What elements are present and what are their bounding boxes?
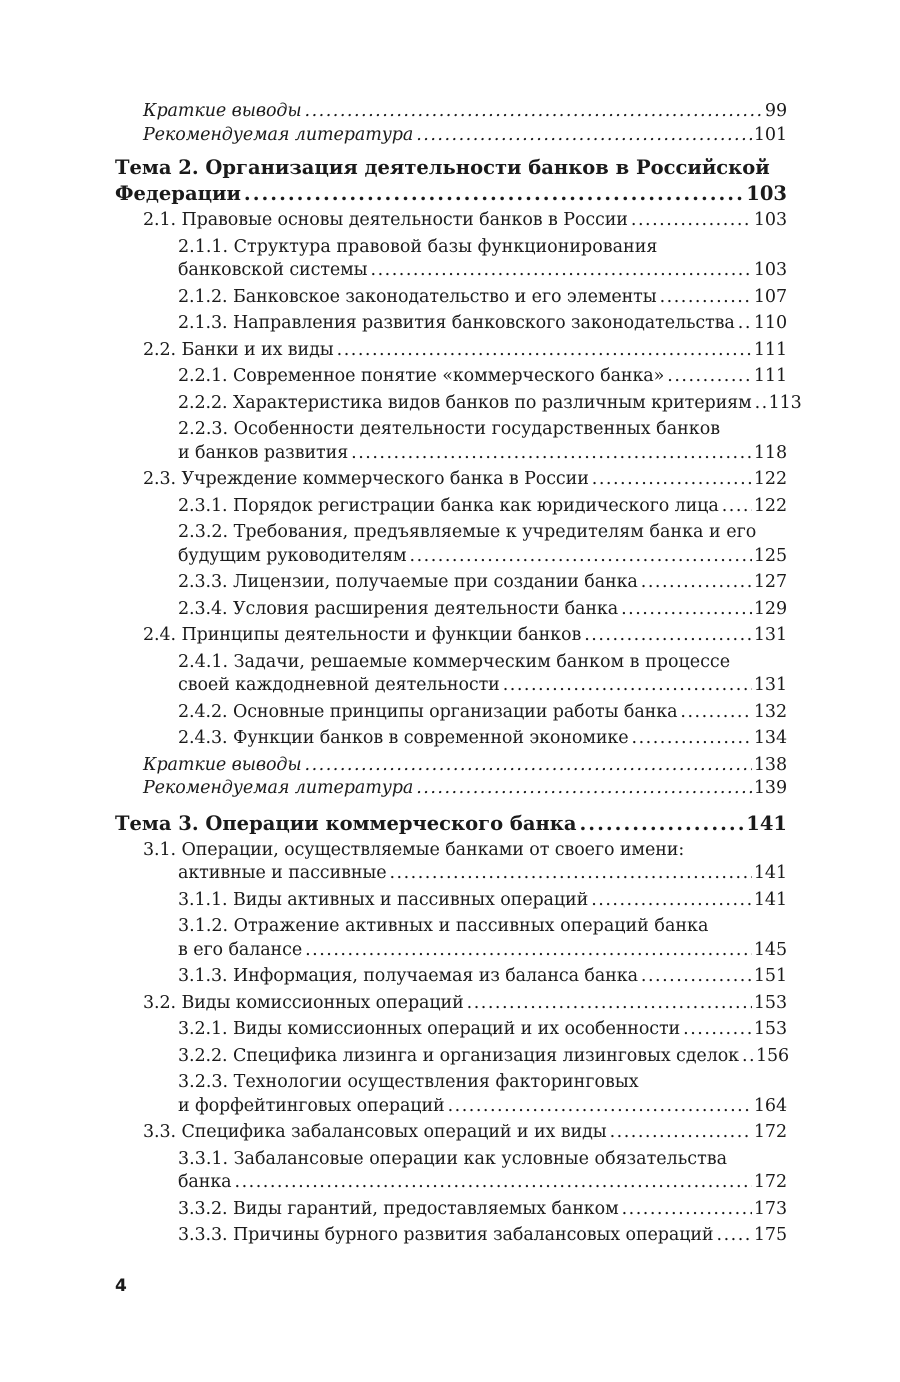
toc-entry-title: 2.2.1. Современное понятие «коммерческого банка»	[178, 366, 665, 386]
toc-page-number: 101	[753, 124, 787, 145]
toc-entry-subsection[interactable]	[115, 571, 787, 595]
toc-page-number: 103	[746, 182, 787, 205]
toc-entry-title: 3.2. Виды комиссионных операций	[143, 992, 464, 1013]
toc-entry-title: 3.3. Специфика забалансовых операций и их виды	[143, 1122, 607, 1142]
toc-entry-section[interactable]	[115, 839, 787, 886]
toc-entry-subsection[interactable]	[115, 521, 787, 568]
toc-page-number: 156	[755, 1045, 790, 1066]
toc-entry-title: 2.3. Учреждение коммерческого банка в России	[143, 469, 589, 489]
toc-entry-subsection[interactable]	[115, 889, 787, 913]
toc-entry-title: Краткие выводы	[143, 101, 302, 121]
toc-entry-subsection[interactable]	[115, 1148, 787, 1195]
toc-entry-title: 2.2.2. Характеристика видов банков по различным критериям	[178, 392, 752, 413]
toc-entry-title: банковской системы	[178, 260, 368, 280]
toc-entry-title-line1: 2.2.3. Особенности деятельности государственных банков	[178, 419, 721, 439]
dot-leader	[610, 1121, 752, 1145]
toc-entry-title: 2.1.3. Направления развития банковского законодательства	[178, 313, 735, 333]
toc-entry-title: банка	[178, 1172, 232, 1192]
dot-leader	[755, 392, 767, 416]
toc-entry-title: 3.1.3. Информация, получаемая из баланса банка	[178, 966, 638, 986]
toc-entry-subsection[interactable]	[115, 1071, 787, 1118]
toc-page-number: 145	[753, 939, 787, 960]
toc-entry-title-line1: 3.3.1. Забалансовые операции как условные обязательства	[178, 1148, 728, 1169]
toc-entry-title: Федерации	[115, 182, 241, 205]
dot-leader	[717, 1224, 752, 1248]
toc-entry-title: 3.1.1. Виды активных и пассивных операций	[178, 889, 589, 910]
toc-entry-title-line2[interactable]	[115, 1171, 787, 1195]
toc-entry-subsection[interactable]	[115, 651, 787, 698]
toc-entry-title-line1: 2.4.1. Задачи, решаемые коммерческим банком в процессе	[178, 651, 731, 672]
dot-leader	[305, 939, 752, 963]
toc-entry-summary[interactable]	[115, 777, 787, 801]
toc-page-number: 122	[753, 495, 787, 516]
toc-entry-title-line2[interactable]	[115, 674, 787, 698]
dot-leader	[722, 495, 752, 519]
dot-leader	[371, 259, 752, 283]
toc-entry-title: своей каждодневной деятельности	[178, 675, 500, 695]
dot-leader	[592, 468, 752, 492]
toc-entry-title-line1: 3.1. Операции, осуществляемые банками от своего имени:	[143, 839, 685, 860]
dot-leader	[631, 209, 752, 233]
toc-entry-subsection[interactable]	[115, 965, 787, 989]
toc-entry-topic[interactable]	[115, 811, 787, 837]
dot-leader	[683, 1018, 752, 1042]
dot-leader	[503, 674, 752, 698]
toc-page-number: 131	[753, 675, 787, 695]
toc-entry-title: и банков развития	[178, 442, 349, 463]
toc-entry-subsection[interactable]	[115, 365, 787, 389]
dot-leader	[467, 992, 752, 1016]
dot-leader	[410, 545, 752, 569]
dot-leader	[305, 100, 763, 124]
dot-leader	[389, 862, 751, 886]
toc-entry-subsection[interactable]	[115, 236, 787, 283]
toc-page-number: 107	[753, 286, 787, 307]
toc-entry-subsection[interactable]	[115, 312, 787, 336]
dot-leader	[337, 339, 752, 363]
dot-leader	[680, 701, 751, 725]
toc-entry-title-line1: 2.1.1. Структура правовой базы функционирования	[178, 236, 658, 257]
toc-entry-subsection[interactable]	[115, 392, 802, 416]
toc-page-number: 175	[753, 1225, 787, 1245]
toc-entry-title-line2[interactable]	[115, 939, 787, 963]
toc-entry-summary[interactable]	[115, 100, 787, 124]
dot-leader	[622, 1198, 752, 1222]
dot-leader	[351, 442, 752, 466]
toc-entry-title: Краткие выводы	[143, 754, 302, 775]
dot-leader	[641, 965, 752, 989]
toc-entry-title: 2.3.1. Порядок регистрации банка как юридического лица	[178, 495, 719, 516]
toc-page-number: 118	[753, 442, 787, 463]
toc-page-number: 153	[753, 1019, 787, 1039]
dot-leader	[632, 727, 752, 751]
dot-leader	[660, 286, 752, 310]
topic-title: Тема 2. Организация деятельности банков в Российской	[115, 156, 770, 179]
toc-page-number: 129	[753, 598, 787, 619]
toc-entry-subsection[interactable]	[115, 1198, 787, 1222]
toc-page-number: 138	[753, 754, 787, 775]
toc-entry-title-line2[interactable]	[115, 259, 787, 283]
toc-entry-title-line2[interactable]	[115, 862, 787, 886]
toc-entry-title: и форфейтинговых операций	[178, 1095, 445, 1116]
toc-entry-section[interactable]	[115, 992, 787, 1016]
toc-page-number: 111	[753, 339, 787, 360]
dot-leader	[244, 181, 743, 207]
page-number: 4	[115, 1276, 127, 1296]
toc-entry-title: 2.2. Банки и их виды	[143, 339, 334, 360]
toc-page-number: 110	[753, 313, 787, 333]
dot-leader	[742, 1045, 754, 1069]
toc-entry-title: в его балансе	[178, 939, 303, 960]
toc-page-number: 151	[753, 966, 787, 986]
toc-entry-title: 3.3.3. Причины бурного развития забалансовых операций	[178, 1225, 714, 1245]
toc-entry-title-line2[interactable]	[115, 1095, 787, 1119]
toc-page-number: 103	[753, 260, 787, 280]
toc-entry-title: активные и пассивные	[178, 863, 387, 883]
toc-page-number: 113	[768, 392, 802, 413]
toc-entry-title: 2.3.4. Условия расширения деятельности банка	[178, 598, 619, 619]
toc-entry-title-line2[interactable]	[115, 545, 787, 569]
toc-entry-subsection[interactable]	[115, 701, 787, 725]
toc-entry-summary[interactable]	[115, 124, 787, 148]
dot-leader	[580, 811, 744, 837]
toc-entry-subsection[interactable]	[115, 1224, 787, 1248]
toc-entry-subsection[interactable]	[115, 915, 787, 962]
dot-leader	[584, 624, 752, 648]
toc-entry-title: 2.3.3. Лицензии, получаемые при создании банка	[178, 572, 638, 592]
toc-entry-section[interactable]	[115, 624, 787, 648]
toc-entry-title: 2.1. Правовые основы деятельности банков в России	[143, 210, 628, 230]
toc-page-number: 132	[753, 701, 787, 722]
toc-page-number: 173	[753, 1198, 787, 1219]
dot-leader	[667, 365, 752, 389]
dot-leader	[641, 571, 752, 595]
toc-page-number: 141	[753, 889, 787, 910]
toc-entry-title: будущим руководителям	[178, 545, 407, 566]
toc-entry-title: 2.4.2. Основные принципы организации работы банка	[178, 701, 678, 722]
toc-page-number: 131	[753, 625, 787, 645]
toc-entry-title: 2.4. Принципы деятельности и функции банков	[143, 625, 582, 645]
toc-entry-section[interactable]	[115, 209, 787, 233]
dot-leader	[621, 598, 752, 622]
toc-page-number: 103	[753, 210, 787, 230]
dot-leader	[591, 889, 752, 913]
toc-entry-title-line2[interactable]	[115, 442, 787, 466]
toc-entry-title: Рекомендуемая литература	[143, 778, 414, 798]
toc-entry-title: 3.3.2. Виды гарантий, предоставляемых банком	[178, 1198, 619, 1219]
toc-entry-summary[interactable]	[115, 754, 787, 778]
toc-entry-section[interactable]	[115, 1121, 787, 1145]
toc-entry-title: 3.2.2. Специфика лизинга и организация лизинговых сделок	[178, 1045, 739, 1066]
toc-page-number: 153	[753, 992, 787, 1013]
dot-leader	[416, 777, 752, 801]
table-of-contents	[115, 100, 802, 1251]
dot-leader	[448, 1095, 752, 1119]
toc-entry-title-line1: 3.1.2. Отражение активных и пассивных операций банка	[178, 916, 709, 936]
toc-entry-title-line1: 2.3.2. Требования, предъявляемые к учредителям банка и его	[178, 522, 757, 542]
toc-page-number: 141	[753, 863, 787, 883]
toc-entry-section[interactable]	[115, 339, 787, 363]
toc-entry-subsection[interactable]	[115, 1045, 790, 1069]
toc-entry-subsection[interactable]	[115, 598, 787, 622]
toc-entry-section[interactable]	[115, 468, 787, 492]
toc-page-number: 139	[753, 778, 787, 798]
toc-entry-title: Тема 3. Операции коммерческого банка	[115, 811, 577, 835]
toc-page-number: 172	[753, 1122, 787, 1142]
toc-page-number: 111	[753, 366, 787, 386]
dot-leader	[738, 312, 752, 336]
toc-page-number: 125	[753, 545, 787, 566]
toc-entry-title: 3.2.1. Виды комиссионных операций и их особенности	[178, 1019, 681, 1039]
toc-page-number: 141	[746, 811, 787, 835]
dot-leader	[416, 124, 752, 148]
dot-leader	[235, 1171, 752, 1195]
toc-entry-subsection[interactable]	[115, 286, 787, 310]
toc-entry-subsection[interactable]	[115, 727, 787, 751]
toc-page-number: 122	[753, 469, 787, 489]
dot-leader	[305, 754, 752, 778]
toc-page-number: 172	[753, 1172, 787, 1192]
toc-entry-title: 2.4.3. Функции банков в современной экономике	[178, 728, 629, 748]
toc-entry-subsection[interactable]	[115, 418, 787, 465]
toc-entry-title: 2.1.2. Банковское законодательство и его элементы	[178, 286, 657, 307]
toc-entry-topic[interactable]	[115, 181, 787, 207]
toc-page-number: 127	[753, 572, 787, 592]
toc-page-number: 99	[764, 101, 787, 121]
toc-entry-title: Рекомендуемая литература	[143, 124, 414, 145]
toc-entry-subsection[interactable]	[115, 495, 787, 519]
toc-entry-title-line1: 3.2.3. Технологии осуществления факторинговых	[178, 1072, 639, 1092]
toc-page-number: 164	[753, 1095, 787, 1116]
toc-page-number: 134	[753, 728, 787, 748]
toc-entry-subsection[interactable]	[115, 1018, 787, 1042]
